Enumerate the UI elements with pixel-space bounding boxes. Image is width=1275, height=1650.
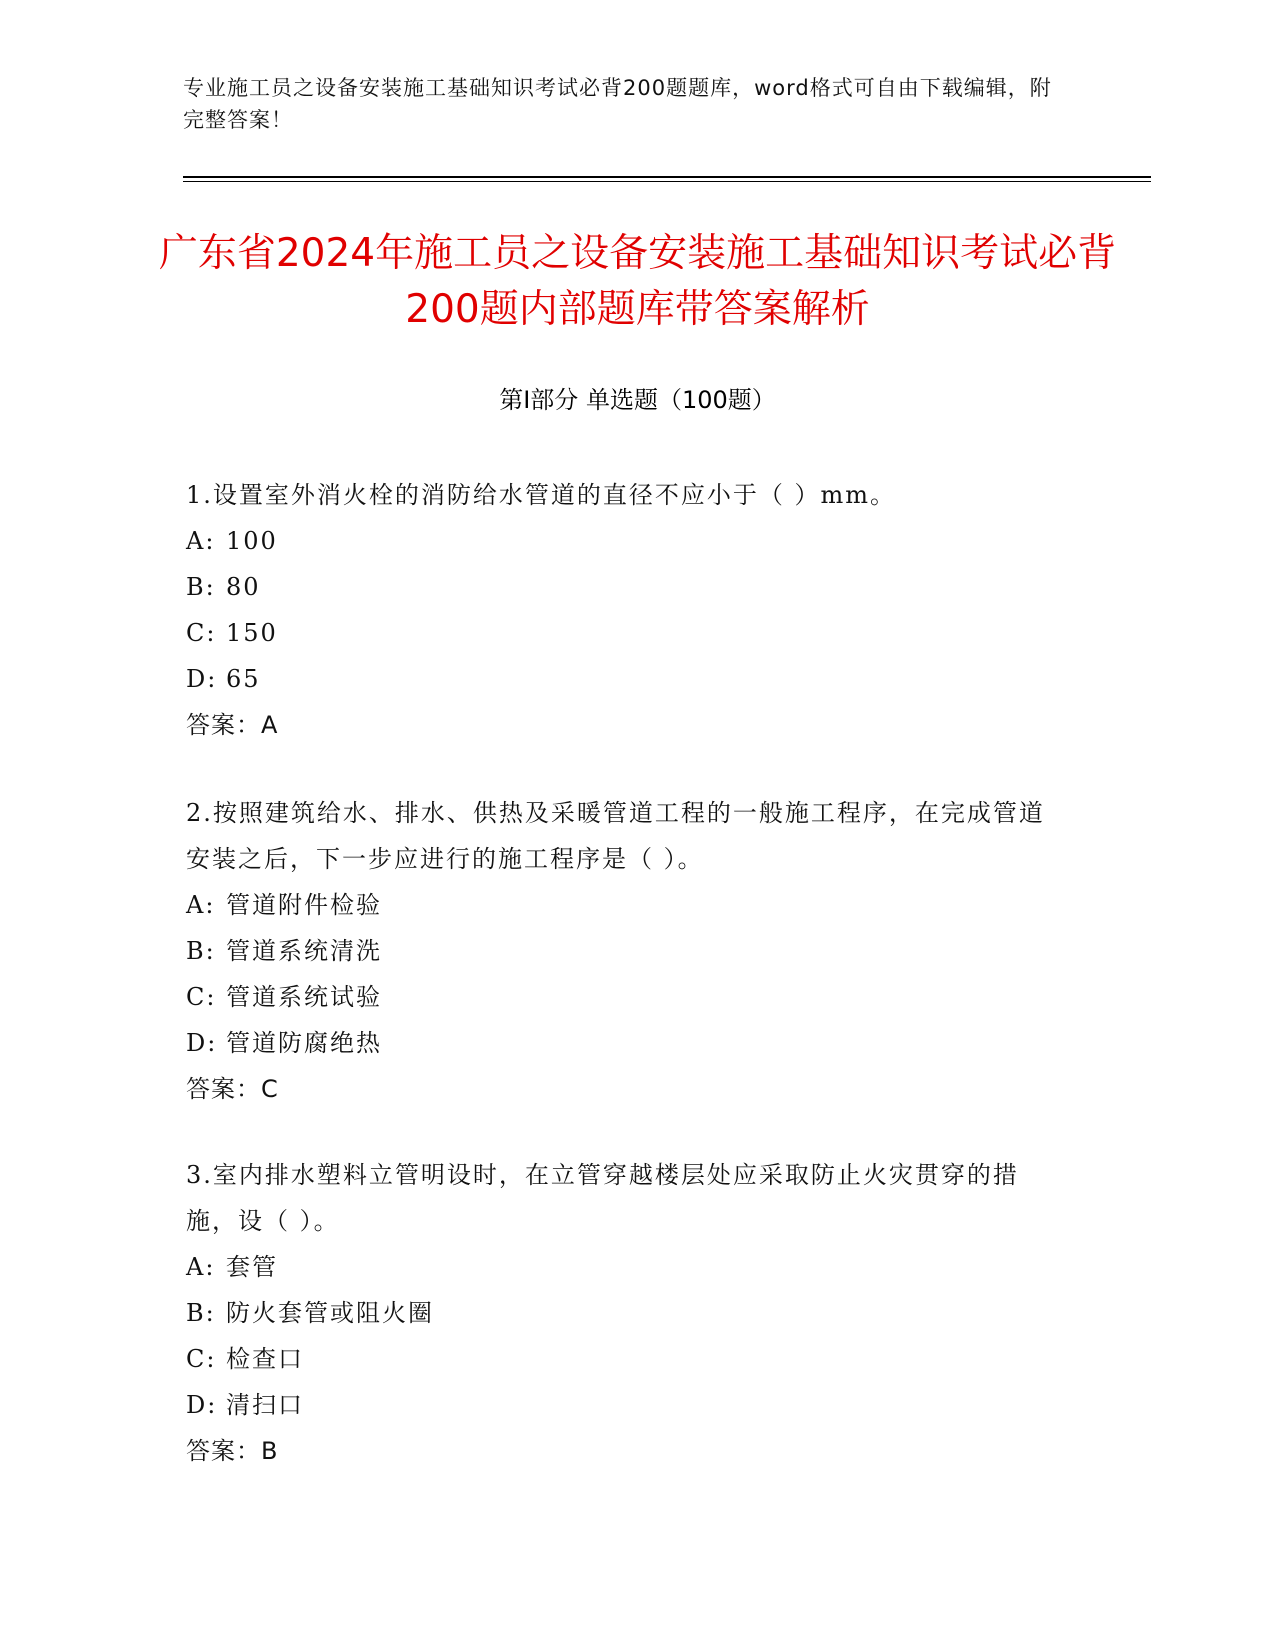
option-letter: C: [186,1345,217,1373]
option-c [186,1336,1066,1382]
option-b [186,564,1066,610]
option-c [186,610,1066,656]
option-letter: A: [186,891,216,919]
option-text: 清扫口 [226,1391,304,1419]
option-d [186,1020,1066,1066]
option-letter: C: [186,619,217,647]
option-text: 65 [226,665,261,693]
option-text: 管道系统清洗 [226,937,382,965]
option-a [186,518,1066,564]
option-text: 套管 [226,1253,278,1281]
option-c [186,974,1066,1020]
option-letter: B: [186,573,216,601]
option-text: 管道防腐绝热 [226,1029,382,1057]
option-letter: D: [186,1029,218,1057]
question-stem: 1.设置室外消火栓的消防给水管道的直径不应小于（ ）mm。 [186,481,897,509]
option-text: 100 [226,527,278,555]
option-letter: A: [186,527,216,555]
option-a [186,882,1066,928]
option-letter: D: [186,665,218,693]
option-letter: A: [186,1253,216,1281]
answer-line: 答案：A [186,711,279,739]
option-a [186,1244,1066,1290]
question-stem: 3.室内排水塑料立管明设时，在立管穿越楼层处应采取防止火灾贯穿的措施，设（ ）。 [186,1161,1019,1235]
option-letter: B: [186,1299,216,1327]
header-note: 专业施工员之设备安装施工基础知识考试必背200题题库，word格式可自由下载编辑，附完整答案！ [183,76,1052,132]
answer-line: 答案：C [186,1075,279,1103]
option-d [186,1382,1066,1428]
option-text: 管道附件检验 [226,891,382,919]
option-b [186,1290,1066,1336]
option-text: 防火套管或阻火圈 [226,1299,434,1327]
question-1 [186,472,1066,748]
header-rule-thick [183,176,1151,178]
question-stem: 2.按照建筑给水、排水、供热及采暖管道工程的一般施工程序，在完成管道安装之后，下一步应进行的施工程序是（ ）。 [186,799,1045,873]
option-d [186,656,1066,702]
option-letter: C: [186,983,217,1011]
option-letter: B: [186,937,216,965]
question-3 [186,1152,1066,1474]
question-2 [186,790,1066,1112]
option-text: 150 [226,619,278,647]
option-text: 管道系统试验 [226,983,382,1011]
section-heading: 第I部分 单选题（100题） [499,386,776,414]
option-b [186,928,1066,974]
option-letter: D: [186,1391,218,1419]
header-rule-thin [183,181,1151,182]
option-text: 检查口 [226,1345,304,1373]
document-title: 广东省2024年施工员之设备安装施工基础知识考试必背200题内部题库带答案解析 [158,231,1117,332]
option-text: 80 [226,573,261,601]
answer-line: 答案：B [186,1437,279,1465]
